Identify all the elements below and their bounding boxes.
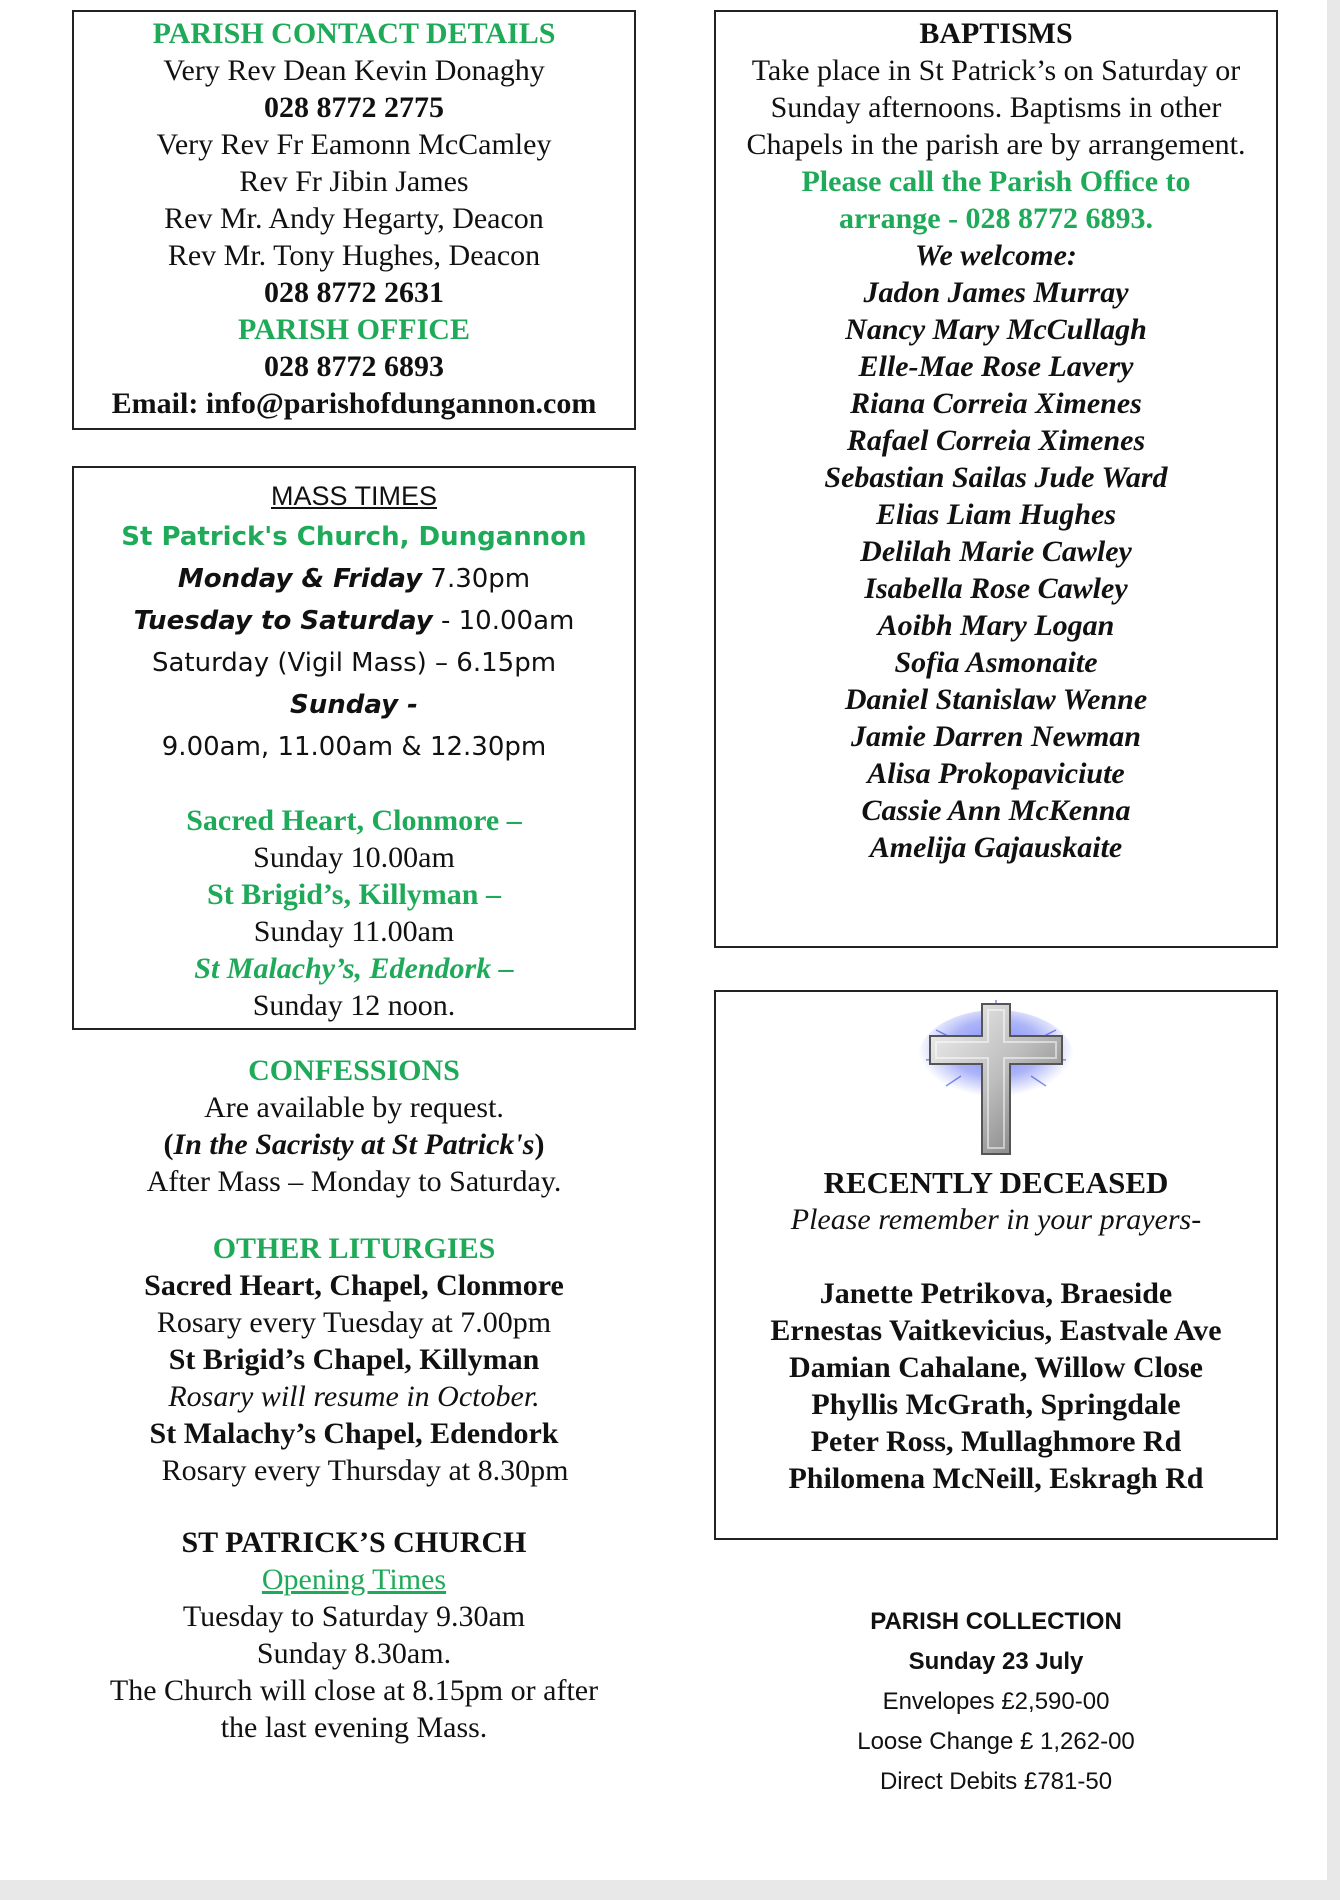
dean-name: Very Rev Dean Kevin Donaghy bbox=[163, 54, 545, 87]
baptisms-intro: Take place in St Patrick’s on Saturday or Sunday afternoons. Baptisms in other Chapels in the parish are by arrangement. bbox=[746, 54, 1246, 161]
mass-sunday-label: Sunday - bbox=[290, 690, 418, 720]
mass-tue-sat-label: Tuesday to Saturday bbox=[133, 606, 433, 636]
mass-mon-fri-time: 7.30pm bbox=[422, 564, 531, 594]
deceased-name: Ernestas Vaitkevicius, Eastvale Ave bbox=[770, 1314, 1222, 1347]
mass-church: St Patrick's Church, Dungannon bbox=[121, 522, 587, 552]
mass-mon-fri-label: Monday & Friday bbox=[177, 564, 423, 594]
collection-title: PARISH COLLECTION bbox=[870, 1608, 1122, 1635]
deceased-name: Phyllis McGrath, Springdale bbox=[811, 1388, 1181, 1421]
liturgy-detail: Rosary will resume in October. bbox=[168, 1380, 540, 1413]
church-title: ST PATRICK’S CHURCH bbox=[181, 1526, 527, 1559]
deceased-subtitle: Please remember in your prayers- bbox=[790, 1203, 1202, 1236]
baptism-name: Jadon James Murray bbox=[863, 276, 1129, 309]
confessions-line: Are available by request. bbox=[204, 1091, 504, 1124]
deceased-title: RECENTLY DECEASED bbox=[823, 1165, 1169, 1200]
baptism-name: Sofia Asmonaite bbox=[894, 646, 1098, 679]
mass-tue-sat bbox=[74, 600, 634, 642]
church-opening-times-link[interactable]: Opening Times bbox=[261, 1563, 447, 1596]
mass-tue-sat-time: - 10.00am bbox=[432, 606, 575, 636]
liturgy-chapel: St Malachy’s Chapel, Edendork bbox=[149, 1417, 559, 1450]
priest-name: Rev Fr Jibin James bbox=[239, 165, 469, 198]
church-closing-note: The Church will close at 8.15pm or after bbox=[109, 1674, 599, 1707]
contact-box bbox=[72, 10, 636, 430]
office-email[interactable]: Email: info@parishofdungannon.com bbox=[111, 387, 597, 420]
baptisms-call-phone: arrange - 028 8772 6893. bbox=[838, 202, 1154, 235]
collection-section bbox=[714, 1602, 1278, 1802]
collection-direct-debits: Direct Debits £781-50 bbox=[879, 1768, 1113, 1795]
baptisms-welcome: We welcome: bbox=[915, 239, 1077, 272]
mass-clonmore: Sacred Heart, Clonmore – bbox=[186, 804, 522, 837]
dean-phone: 028 8772 2775 bbox=[264, 91, 444, 124]
office-title: PARISH OFFICE bbox=[238, 313, 470, 346]
deceased-box bbox=[714, 990, 1278, 1540]
contact-title: PARISH CONTACT DETAILS bbox=[152, 17, 556, 50]
baptism-name: Elias Liam Hughes bbox=[875, 498, 1117, 531]
baptism-names-list bbox=[716, 274, 1276, 866]
mass-vigil: Saturday (Vigil Mass) – 6.15pm bbox=[151, 648, 557, 678]
baptism-name: Amelija Gajauskaite bbox=[869, 831, 1123, 864]
mass-killyman: St Brigid’s, Killyman – bbox=[207, 878, 501, 911]
mass-killyman-time: Sunday 11.00am bbox=[253, 915, 455, 948]
mass-clonmore-time: Sunday 10.00am bbox=[253, 841, 455, 874]
confessions-times: After Mass – Monday to Saturday. bbox=[146, 1165, 562, 1198]
baptism-name: Elle-Mae Rose Lavery bbox=[858, 350, 1134, 383]
mass-edendork: St Malachy’s, Edendork – bbox=[194, 952, 514, 985]
baptism-name: Cassie Ann McKenna bbox=[861, 794, 1131, 827]
baptisms-title: BAPTISMS bbox=[919, 17, 1073, 50]
deceased-name: Damian Cahalane, Willow Close bbox=[789, 1351, 1203, 1384]
collection-date: Sunday 23 July bbox=[908, 1648, 1084, 1675]
baptism-name: Isabella Rose Cawley bbox=[864, 572, 1128, 605]
office-phone: 028 8772 6893 bbox=[264, 350, 444, 383]
confessions-title: CONFESSIONS bbox=[248, 1054, 460, 1087]
paren-open: ( bbox=[163, 1128, 174, 1161]
left-lower-column bbox=[72, 1052, 636, 1746]
baptism-name: Riana Correia Ximenes bbox=[850, 387, 1142, 420]
deceased-name: Peter Ross, Mullaghmore Rd bbox=[810, 1425, 1182, 1458]
mass-title: MASS TIMES bbox=[270, 481, 438, 511]
deceased-name: Philomena McNeill, Eskragh Rd bbox=[788, 1462, 1204, 1495]
liturgies-title: OTHER LITURGIES bbox=[212, 1232, 496, 1265]
church-hours-weekday: Tuesday to Saturday 9.30am bbox=[182, 1600, 526, 1633]
liturgy-detail: Rosary every Thursday at 8.30pm bbox=[161, 1454, 569, 1487]
mass-mon-fri bbox=[74, 558, 634, 600]
deacon-name: Rev Mr. Tony Hughes, Deacon bbox=[167, 239, 541, 272]
cross-icon bbox=[716, 1000, 1276, 1158]
baptisms-call: Please call the Parish Office to bbox=[801, 165, 1191, 198]
baptism-name: Rafael Correia Ximenes bbox=[846, 424, 1146, 457]
confessions-location-text: In the Sacristy at St Patrick's bbox=[173, 1128, 535, 1161]
baptism-name: Jamie Darren Newman bbox=[850, 720, 1141, 753]
collection-envelopes: Envelopes £2,590-00 bbox=[882, 1688, 1110, 1715]
priest-name: Very Rev Fr Eamonn McCamley bbox=[156, 128, 552, 161]
deceased-name: Janette Petrikova, Braeside bbox=[819, 1277, 1173, 1310]
baptism-name: Daniel Stanislaw Wenne bbox=[844, 683, 1148, 716]
deacon-name: Rev Mr. Andy Hegarty, Deacon bbox=[164, 202, 544, 235]
mass-edendork-time: Sunday 12 noon. bbox=[252, 989, 456, 1022]
baptism-name: Nancy Mary McCullagh bbox=[845, 313, 1147, 346]
church-closing-note: the last evening Mass. bbox=[220, 1711, 488, 1744]
church-hours-sunday: Sunday 8.30am. bbox=[256, 1637, 452, 1670]
baptism-name: Sebastian Sailas Jude Ward bbox=[824, 461, 1168, 494]
liturgy-chapel: Sacred Heart, Chapel, Clonmore bbox=[144, 1269, 564, 1302]
paren-close: ) bbox=[534, 1128, 545, 1161]
liturgy-detail: Rosary every Tuesday at 7.00pm bbox=[156, 1306, 552, 1339]
mass-times-box bbox=[72, 466, 636, 1030]
baptisms-box bbox=[714, 10, 1278, 948]
baptism-name: Delilah Marie Cawley bbox=[860, 535, 1132, 568]
liturgy-chapel: St Brigid’s Chapel, Killyman bbox=[168, 1343, 540, 1376]
baptism-name: Aoibh Mary Logan bbox=[877, 609, 1115, 642]
confessions-location bbox=[72, 1126, 636, 1163]
collection-loose-change: Loose Change £ 1,262-00 bbox=[857, 1728, 1135, 1755]
priests-phone: 028 8772 2631 bbox=[264, 276, 444, 309]
mass-sunday-times: 9.00am, 11.00am & 12.30pm bbox=[161, 732, 547, 762]
baptism-name: Alisa Prokopaviciute bbox=[867, 757, 1125, 790]
